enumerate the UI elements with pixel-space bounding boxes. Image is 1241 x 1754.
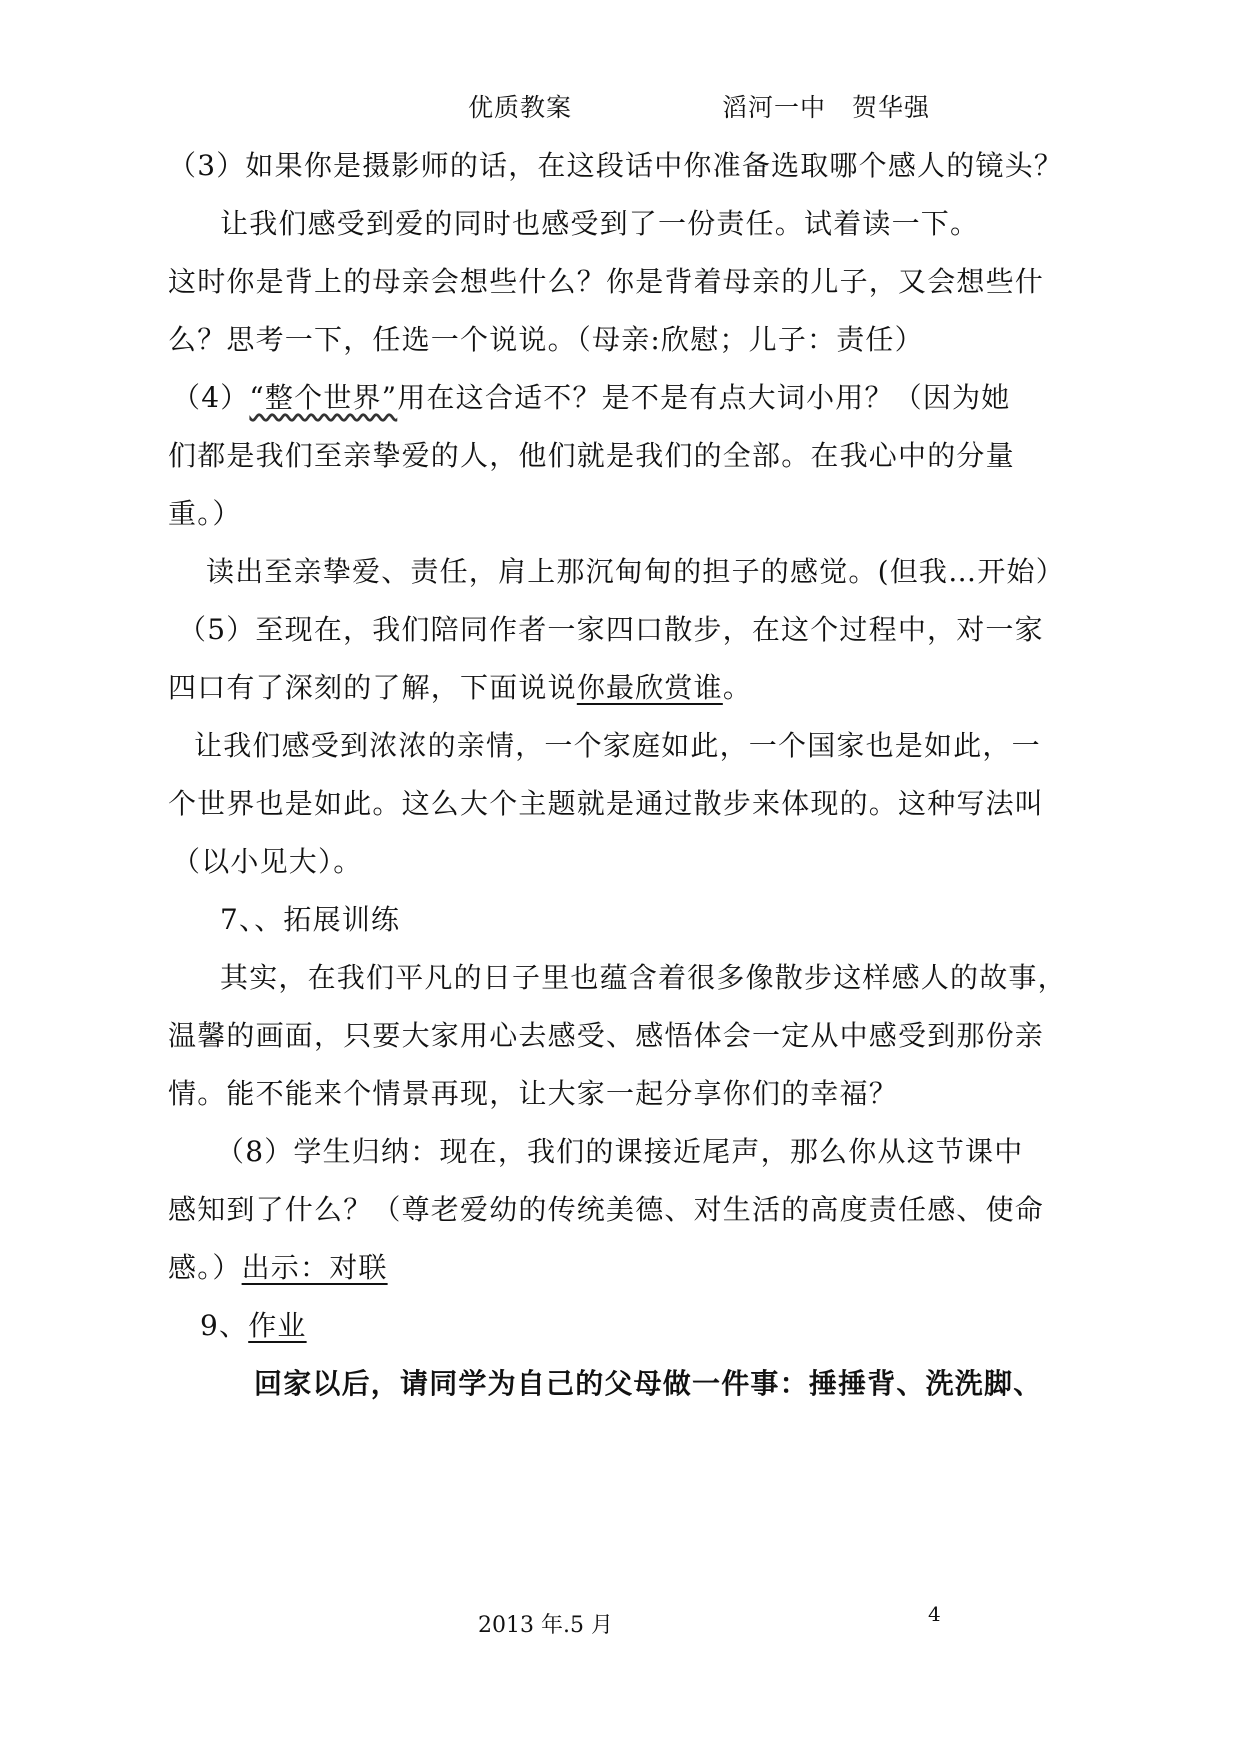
text-run: 感。） <box>168 1251 242 1284</box>
section-heading <box>200 1306 1080 1346</box>
item-number: 9、 <box>200 1309 249 1342</box>
underlined-text: 出示：对联 <box>241 1251 388 1284</box>
paragraph-line: 这时你是背上的母亲会想些什么？你是背着母亲的儿子，又会想些什 <box>168 265 1045 298</box>
paragraph-line: 个世界也是如此。这么大个主题就是通过散步来体现的。这种写法叫 <box>168 787 1045 820</box>
wavy-highlight: “整个世界” <box>249 381 398 414</box>
item-number: （4） <box>172 381 250 414</box>
paragraph-line <box>168 1248 1048 1288</box>
page-number: 4 <box>928 1602 941 1626</box>
paragraph-line: 情。能不能来个情景再现，让大家一起分享你们的幸福？ <box>168 1077 899 1110</box>
paragraph-line: 让我们感受到爱的同时也感受到了一份责任。试着读一下。 <box>220 207 980 240</box>
underlined-text: 你最欣赏谁 <box>576 671 723 704</box>
paragraph-line: 其实，在我们平凡的日子里也蕴含着很多像散步这样感人的故事， <box>220 961 1067 994</box>
paragraph-line: 么？思考一下，任选一个说说。（母亲:欣慰；儿子：责任） <box>168 323 924 356</box>
paragraph-line: 让我们感受到浓浓的亲情，一个家庭如此，一个国家也是如此，一 <box>194 729 1041 762</box>
header-title: 优质教案 <box>468 93 573 122</box>
text-run: 四口有了深刻的了解，下面说说 <box>168 671 577 704</box>
paragraph-line: 重。） <box>168 497 242 530</box>
paragraph-line: （3）如果你是摄影师的话，在这段话中你准备选取哪个感人的镜头？ <box>168 149 1064 182</box>
paragraph-line: 们都是我们至亲挚爱的人，他们就是我们的全部。在我心中的分量 <box>168 439 1015 472</box>
paragraph-line: 温馨的画面，只要大家用心去感受、感悟体会一定从中感受到那份亲 <box>168 1019 1045 1052</box>
paragraph-line <box>172 378 1052 418</box>
paragraph-line: 感知到了什么？（尊老爱幼的传统美德、对生活的高度责任感、使命 <box>168 1193 1045 1226</box>
text-run: 用在这合适不？是不是有点大词小用？（因为她 <box>397 381 1011 414</box>
paragraph-line: 读出至亲挚爱、责任，肩上那沉甸甸的担子的感觉。(但我…开始） <box>206 555 1065 588</box>
paragraph-line <box>168 668 1048 708</box>
section-heading: 7、、拓展训练 <box>220 903 401 936</box>
underlined-text: 作业 <box>248 1309 307 1342</box>
header-author: 滔河一中 贺华强 <box>722 93 931 122</box>
homework-text: 回家以后，请同学为自己的父母做一件事：捶捶背、洗洗脚、 <box>254 1367 1043 1400</box>
paragraph-line: （5）至现在，我们陪同作者一家四口散步，在这个过程中，对一家 <box>178 613 1044 646</box>
text-run: 。 <box>722 671 753 704</box>
paragraph-line: （以小见大）。 <box>172 845 363 878</box>
paragraph-line: （8）学生归纳：现在，我们的课接近尾声，那么你从这节课中 <box>216 1135 1024 1168</box>
footer-date: 2013 年.5 月 <box>478 1613 613 1638</box>
